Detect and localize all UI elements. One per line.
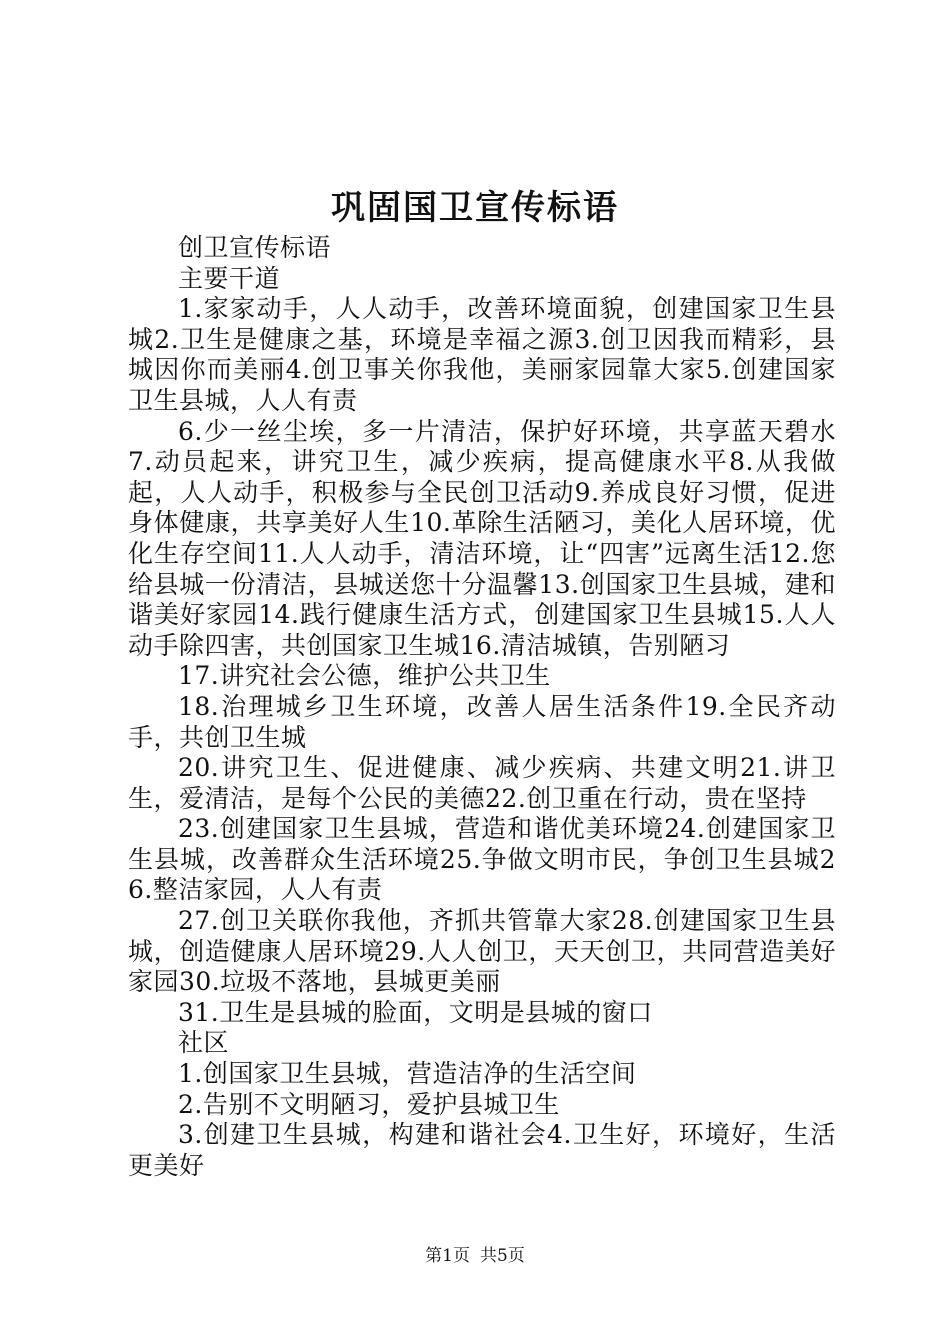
page-number-total: 共5页: [480, 1246, 525, 1266]
paragraph-subtitle: 创卫宣传标语: [178, 233, 332, 262]
paragraph: 18.治理城乡卫生环境，改善人居生活条件19.全民齐动手，共创卫生城: [128, 691, 836, 752]
page-footer: [0, 1244, 950, 1268]
paragraph: 17.讲究社会公德，维护公共卫生: [178, 661, 551, 691]
document-body: [128, 233, 836, 1181]
paragraph-section-community: 社区: [178, 1028, 230, 1058]
paragraph: 3.创建卫生县城，构建和谐社会4.卫生好，环境好，生活更美好: [128, 1120, 836, 1180]
paragraph: 2.告别不文明陋习，爱护县城卫生: [178, 1089, 560, 1119]
paragraph: 23.创建国家卫生县城，营造和谐优美环境24.创建国家卫生县城，改善群众生活环境25.争做文明市民，争创卫生县城26.整洁家园，人人有责: [128, 814, 836, 905]
paragraph: 27.创卫关联你我他，齐抓共管靠大家28.创建国家卫生县城，创造健康人居环境29.人人创卫，天天创卫，共同营造美好家园30.垃圾不落地，县城更美丽: [128, 906, 836, 997]
document-title: 巩固国卫宣传标语: [331, 188, 619, 228]
paragraph-section-main-roads: 主要干道: [178, 263, 281, 293]
paragraph: 31.卫生是县城的脸面，文明是县城的窗口: [178, 997, 653, 1027]
paragraph: 6.少一丝尘埃，多一片清洁，保护好环境，共享蓝天碧水7.动员起来，讲究卫生，减少疾病，提高健康水平8.从我做起，人人动手，积极参与全民创卫活动9.养成良好习惯，促进身体健康，共享美好人生10.革除生活陋习，美化人居环境，优化生存空间11.人人动手，清洁环境，让“四害”远离生活12.您给县城一份清洁，县城送您十分温馨13.创国家卫生县城，建和谐美好家园14.践行健康生活方式，创建国家卫生县城15.人人动手除四害，共创国家卫生城16.清洁城镇，告别陋习: [128, 416, 836, 660]
paragraph: 1.创国家卫生县城，营造洁净的生活空间: [178, 1059, 637, 1089]
paragraph: 20.讲究卫生、促进健康、减少疾病、共建文明21.讲卫生，爱清洁，是每个公民的美德22.创卫重在行动，贵在坚持: [128, 753, 836, 813]
paragraph: 1.家家动手，人人动手，改善环境面貌，创建国家卫生县城2.卫生是健康之基，环境是幸福之源3.创卫因我而精彩，县城因你而美丽4.创卫事关你我他，美丽家园靠大家5.创建国家卫生县城，人人有责: [128, 294, 836, 415]
page-number-current: 第1页: [425, 1246, 470, 1266]
